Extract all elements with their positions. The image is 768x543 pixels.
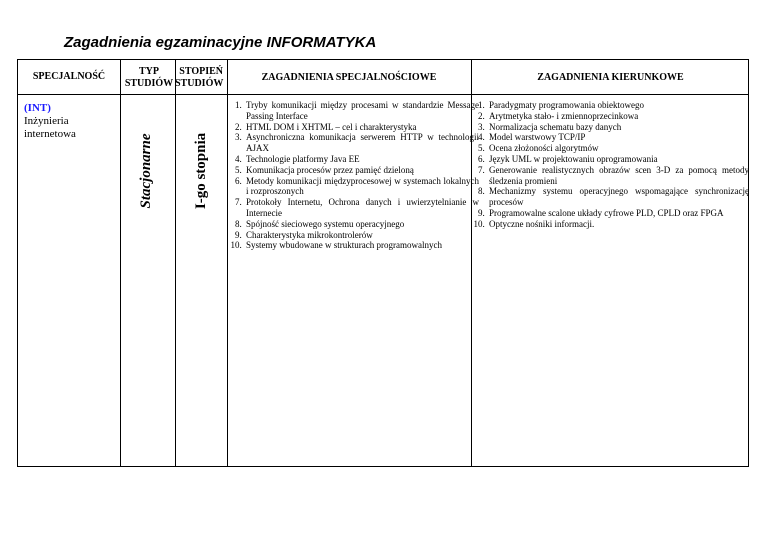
column-divider: [120, 60, 121, 466]
header-stopien-line1: STOPIEŃ: [179, 66, 223, 77]
topic-item: 8. Mechanizmy systemu operacyjnego wspomagające synchronizację procesów: [487, 186, 749, 208]
header-specjalnosc: SPECJALNOŚĆ: [32, 71, 106, 82]
topic-item: 10. Optyczne nośniki informacji.: [487, 219, 749, 230]
document-title: Zagadnienia egzaminacyjne INFORMATYKA: [64, 34, 377, 51]
topic-item: 1. Tryby komunikacji między procesami w standardzie Message Passing Interface: [244, 100, 479, 122]
topic-item: 7. Generowanie realistycznych obrazów scen 3-D za pomocą metody śledzenia promieni: [487, 165, 749, 187]
topic-item: 6. Metody komunikacji międzyprocesowej w systemach lokalnych i rozproszonych: [244, 176, 479, 198]
study-type-cell: Stacjonarne: [138, 133, 154, 209]
specialization-cell: [24, 102, 76, 141]
study-degree-cell: I-go stopnia: [193, 132, 209, 210]
topic-item: 3. Asynchroniczna komunikacja serwerem HTTP w technologii AJAX: [244, 132, 479, 154]
specialization-name-line1: Inżynieria: [24, 115, 69, 127]
topic-item: 4. Technologie platformy Java EE: [244, 154, 479, 165]
header-divider: [18, 94, 748, 95]
topic-item: 5. Ocena złożoności algorytmów: [487, 143, 749, 154]
header-stopien-studiow: [175, 66, 227, 90]
topic-item: 2. HTML DOM i XHTML – cel i charakterystyka: [244, 122, 479, 133]
header-zagadnienia-specjalnosciowe: ZAGADNIENIA SPECJALNOŚCIOWE: [261, 72, 437, 83]
column-divider: [175, 60, 176, 466]
header-typ-line2: STUDIÓW: [124, 78, 174, 89]
header-typ-studiow: [122, 66, 176, 90]
topic-item: 9. Programowalne scalone układy cyfrowe PLD, CPLD oraz FPGA: [487, 208, 749, 219]
specialization-name-line2: internetowa: [24, 128, 76, 140]
topic-item: 9. Charakterystyka mikrokontrolerów: [244, 230, 479, 241]
topic-item: 6. Język UML w projektowaniu oprogramowania: [487, 154, 749, 165]
topic-item: 1. Paradygmaty programowania obiektowego: [487, 100, 749, 111]
topic-item: 10. Systemy wbudowane w strukturach programowalnych: [244, 240, 479, 251]
topics-table: [17, 59, 749, 467]
topic-item: 2. Arytmetyka stało- i zmiennoprzecinkowa: [487, 111, 749, 122]
header-zagadnienia-kierunkowe: ZAGADNIENIA KIERUNKOWE: [537, 72, 684, 83]
general-topics-list: [471, 100, 749, 230]
specialization-topics-list: [228, 100, 479, 251]
topic-item: 4. Model warstwowy TCP/IP: [487, 132, 749, 143]
topic-item: 3. Normalizacja schematu bazy danych: [487, 122, 749, 133]
topic-item: 8. Spójność sieciowego systemu operacyjnego: [244, 219, 479, 230]
topic-item: 7. Protokoły Internetu, Ochrona danych i uwierzytelnianie w Internecie: [244, 197, 479, 219]
header-typ-line1: TYP: [139, 66, 159, 77]
topic-item: 5. Komunikacja procesów przez pamięć dzieloną: [244, 165, 479, 176]
header-stopien-line2: STUDIÓW: [175, 78, 224, 89]
specialization-code: (INT): [24, 102, 51, 114]
